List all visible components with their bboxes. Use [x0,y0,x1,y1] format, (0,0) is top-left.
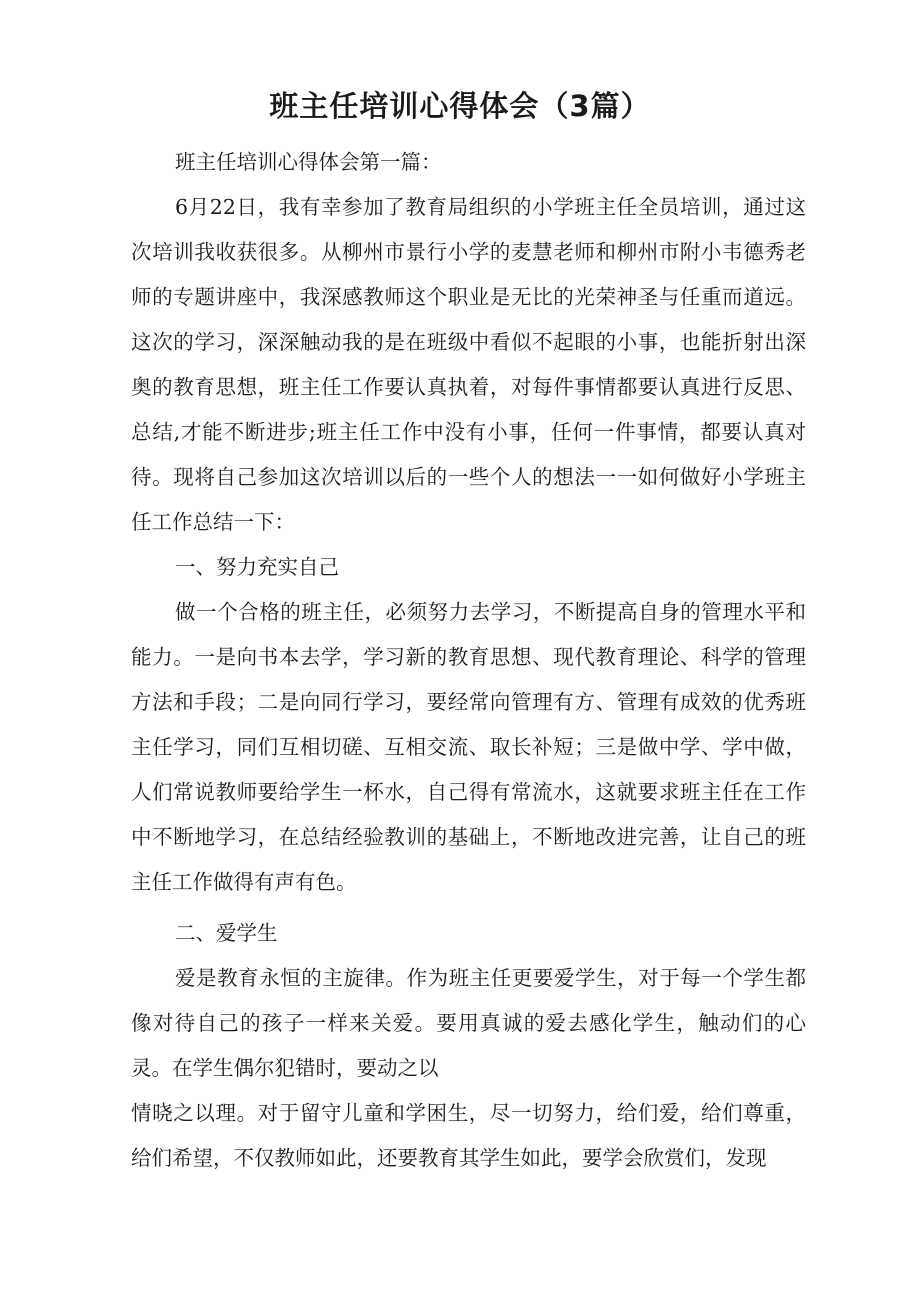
paragraph-love-students: 爱是教育永恒的主旋律。作为班主任更要爱学生，对于每一个学生都像对待自己的孩子一样来关爱。要用真诚的爱去感化学生，触动们的心灵。在学生偶尔犯错时，要动之以 [131,966,806,1080]
section-heading-love-students: 二、爱学生 [175,921,278,945]
document-title: 班主任培训心得体会（3篇） [269,89,651,123]
paragraph-intro: 6月22日，我有幸参加了教育局组织的小学班主任全员培训，通过这次培训我收获很多。从柳州市景行小学的麦慧老师和柳州市附小韦德秀老师的专题讲座中，我深感教师这个职业是无比的光荣神圣与任重而道远。这次的学习，深深触动我的是在班级中看似不起眼的小事，也能折射出深奥的教育思想，班主任工作要认真执着，对每件事情都要认真进行反思、总结,才能不断进步;班主任工作中没有小事，任何一件事情，都要认真对待。现将自己参加这次培训以后的一些个人的想法一一如何做好小学班主任工作总结一下： [131,195,806,534]
paragraph-love-students-continued: 情晓之以理。对于留守儿童和学困生，尽一切努力，给们爱，给们尊重，给们希望，不仅教师如此，还要教育其学生如此，要学会欣赏们，发现 [131,1101,806,1170]
paragraph-enrich-self: 做一个合格的班主任，必须努力去学习，不断提高自身的管理水平和能力。一是向书本去学，学习新的教育思想、现代教育理论、科学的管理方法和手段；二是向同行学习，要经常向管理有方、管理有成效的优秀班主任学习，同们互相切磋、互相交流、取长补短；三是做中学、学中做，人们常说教师要给学生一杯水，自己得有常流水，这就要求班主任在工作中不断地学习，在总结经验教训的基础上，不断地改进完善，让自己的班主任工作做得有声有色。 [131,600,806,894]
document-body [131,140,806,1181]
section-heading-first-article: 班主任培训心得体会第一篇： [175,150,442,174]
section-heading-enrich-self: 一、努力充实自己 [175,555,339,579]
